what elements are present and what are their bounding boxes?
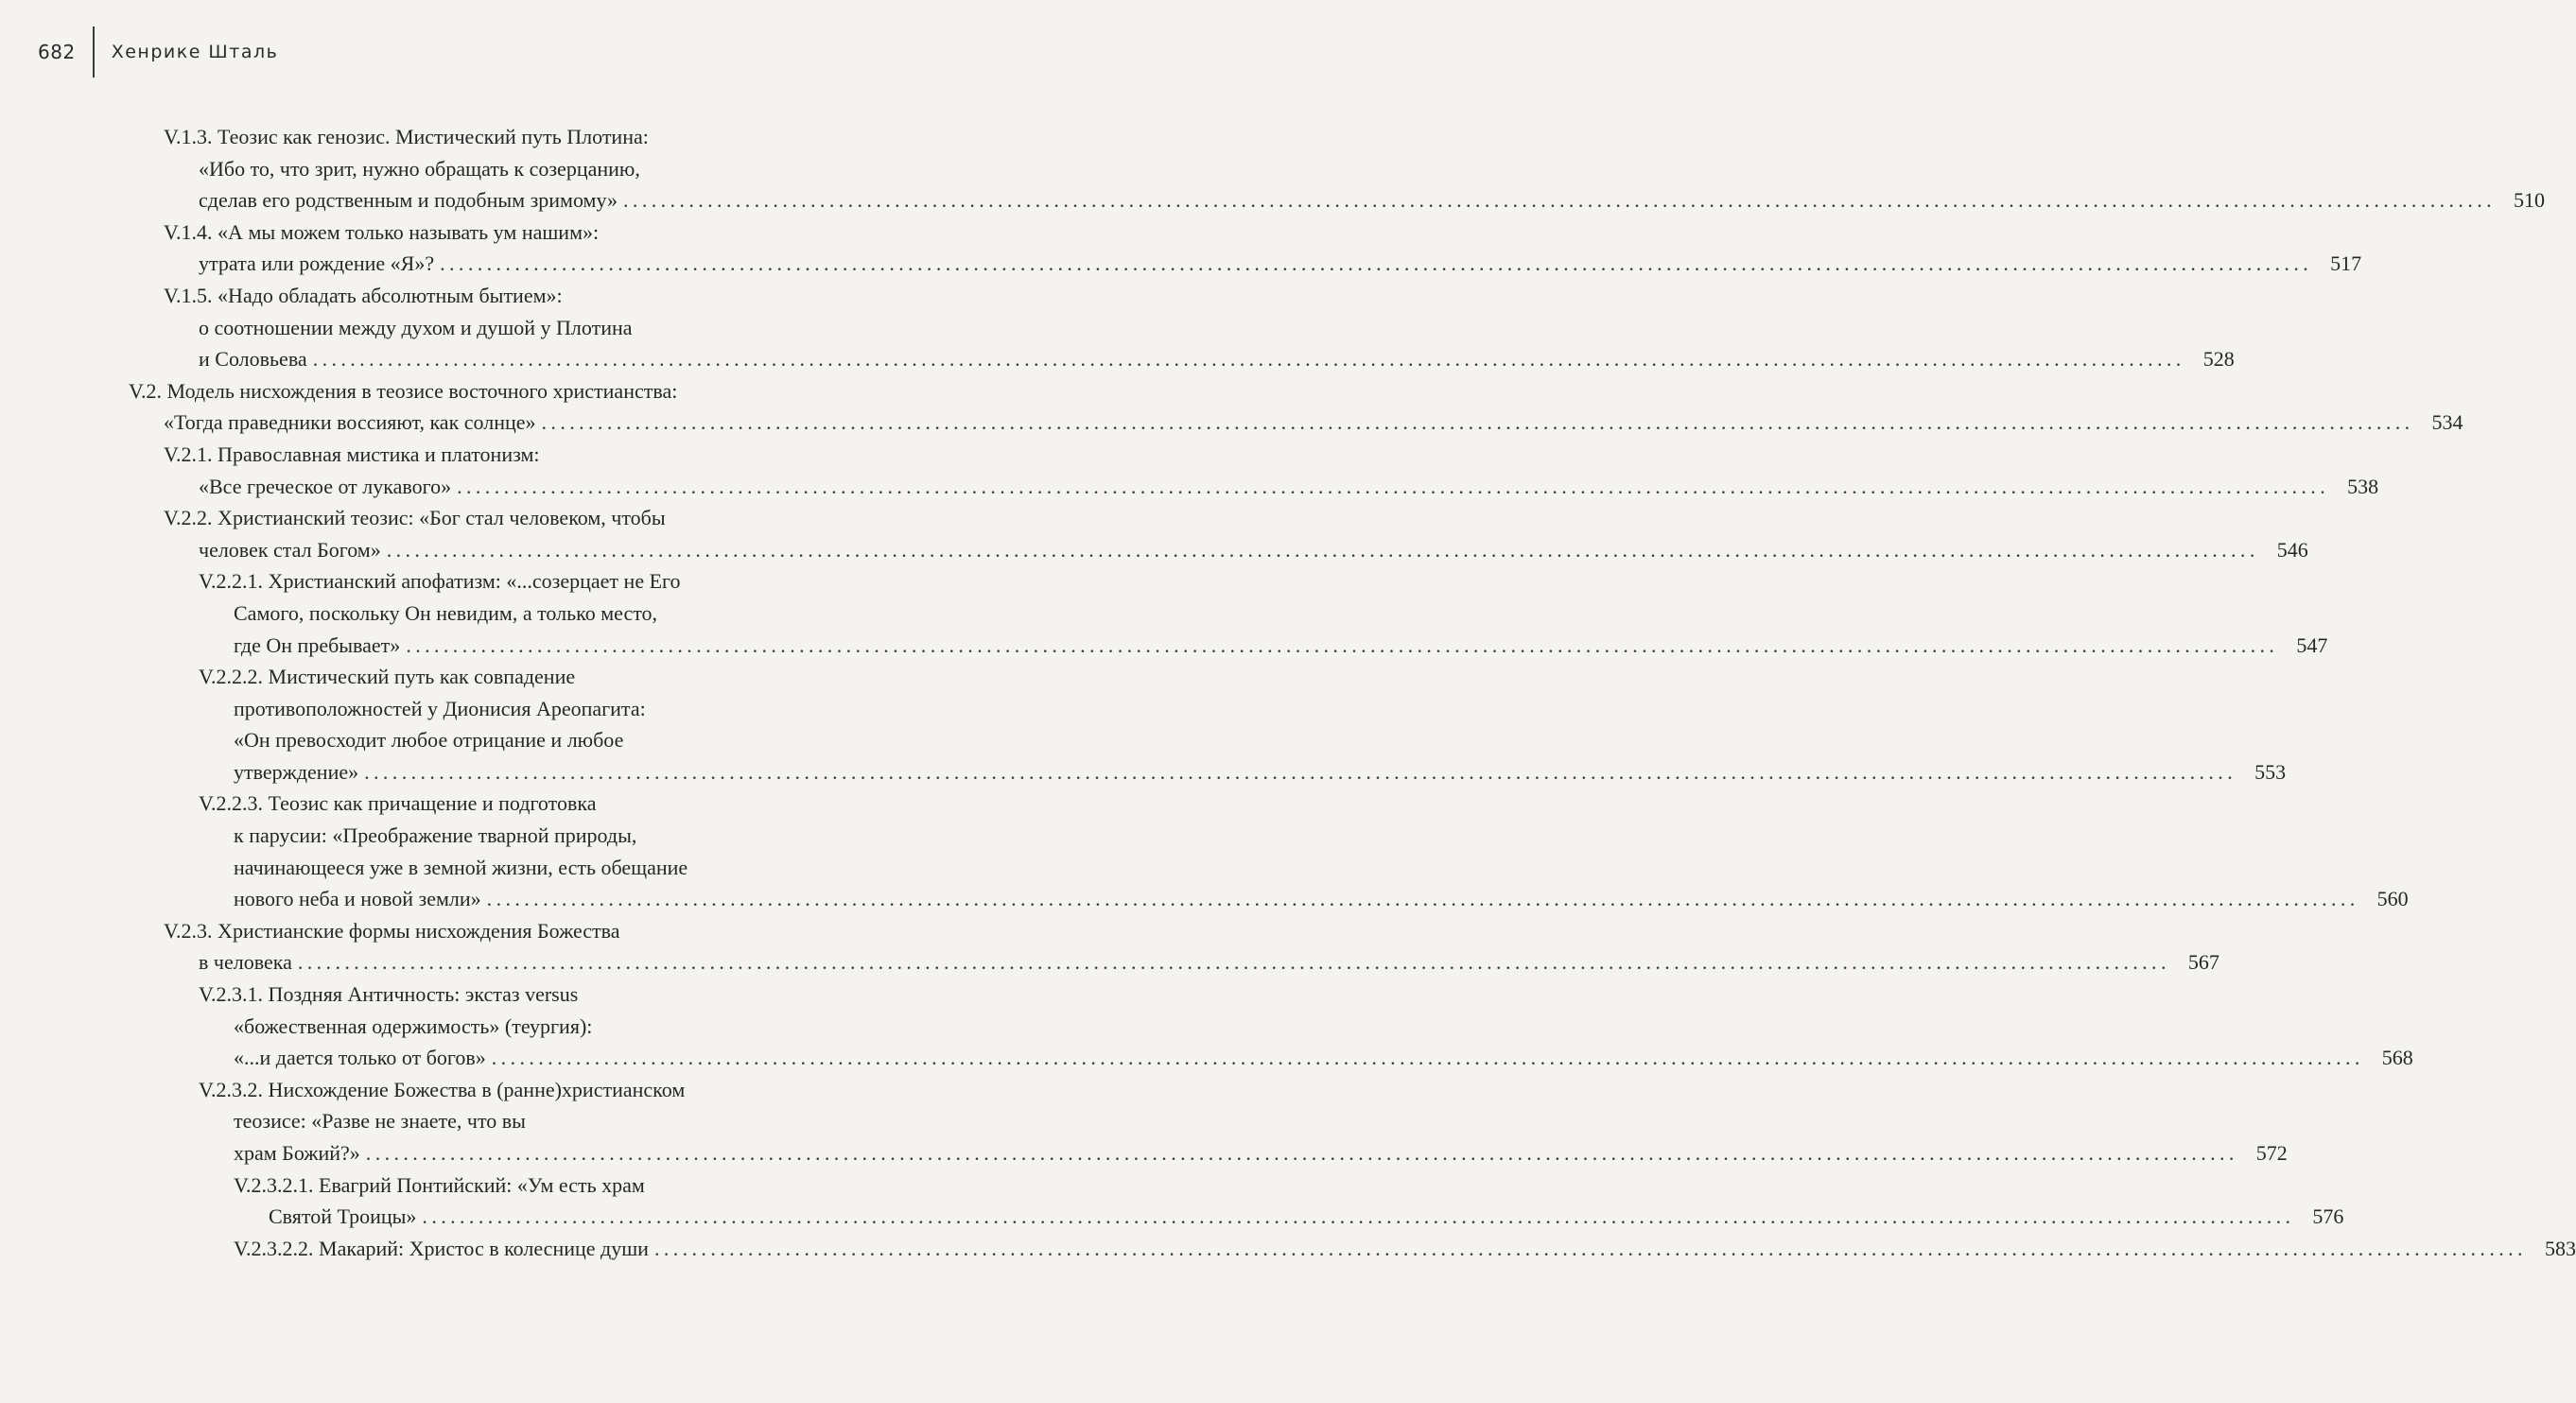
toc-entry-title-cont: утверждение» xyxy=(234,759,359,784)
toc-page-number: 534 xyxy=(2431,410,2463,435)
toc-line xyxy=(234,1233,2576,1265)
toc-entry-title: V.2.2. Христианский теозис: «Бог стал человеком, чтобы xyxy=(164,506,666,530)
toc-entry-title-cont: о соотношении между духом и душой у Плотина xyxy=(199,315,633,339)
toc-line xyxy=(199,661,815,693)
toc-entry-title: V.1.5. «Надо обладать абсолютным бытием»: xyxy=(164,283,563,307)
toc-entry-title-cont: «Он превосходит любое отрицание и любое xyxy=(234,728,624,753)
toc-line xyxy=(199,1042,2413,1074)
running-author: Хенрике Шталь xyxy=(111,42,279,62)
dot-leader: ........................................................................................................................................................................................................ xyxy=(440,251,2313,276)
toc-line xyxy=(199,820,815,852)
dot-leader: ........................................................................................................................................................................................................ xyxy=(491,1046,2364,1070)
dot-leader: ........................................................................................................................................................................................................ xyxy=(653,1236,2527,1260)
toc-line xyxy=(199,1105,815,1137)
toc-line xyxy=(199,979,815,1011)
toc-page-number: 517 xyxy=(2330,251,2362,276)
toc-page-number: 576 xyxy=(2312,1204,2344,1229)
toc-entry-title-cont: начинающееся уже в земной жизни, есть обещание xyxy=(234,855,688,879)
table-of-contents xyxy=(0,121,2576,1264)
toc-line xyxy=(164,471,2379,503)
toc-line xyxy=(199,1137,2288,1169)
toc-entry xyxy=(164,915,2219,979)
toc-entry-title-cont: «Все греческое от лукавого» xyxy=(199,474,452,498)
toc-entry-title: V.1.4. «А мы можем только называть ум нашим»: xyxy=(164,219,600,244)
toc-entry-title-cont: «Тогда праведники воссияют, как солнце» xyxy=(164,410,536,435)
toc-entry-title-cont: Святой Троицы» xyxy=(269,1204,417,1229)
page-number: 682 xyxy=(38,41,76,63)
toc-entry-title-cont: «божественная одержимость» (теургия): xyxy=(234,1013,593,1038)
toc-line xyxy=(199,852,815,884)
toc-entry-title-cont: человек стал Богом» xyxy=(199,537,381,562)
toc-entry xyxy=(234,1233,2576,1265)
toc-entry-title-cont: Самого, поскольку Он невидим, а только место, xyxy=(234,600,658,625)
toc-entry xyxy=(129,375,2463,439)
toc-entry xyxy=(199,565,2328,661)
toc-entry xyxy=(199,788,2409,914)
toc-line xyxy=(164,343,2235,375)
toc-line xyxy=(164,502,815,534)
toc-line xyxy=(164,217,815,249)
header-divider xyxy=(93,26,95,78)
toc-entry-title: V.2.1. Православная мистика и платонизм: xyxy=(164,442,540,466)
toc-page-number: 546 xyxy=(2276,537,2308,562)
toc-entry-title-cont: утрата или рождение «Я»? xyxy=(199,251,435,276)
toc-line xyxy=(164,534,2308,566)
toc-line xyxy=(164,946,2219,979)
toc-entry-title: V.2.3.1. Поздняя Античность: экстаз versus xyxy=(199,982,579,1007)
toc-page-number: 553 xyxy=(2254,759,2287,784)
toc-line xyxy=(199,724,815,756)
toc-entry-title: V.2.3.2.1. Евагрий Понтийский: «Ум есть храм xyxy=(234,1172,645,1197)
toc-line xyxy=(129,375,815,407)
toc-page-number: 560 xyxy=(2376,887,2409,911)
toc-line xyxy=(199,756,2287,788)
toc-line xyxy=(164,280,815,312)
toc-entry-title: V.2.2.3. Теозис как причащение и подготовка xyxy=(199,791,597,816)
toc-entry xyxy=(199,979,2413,1074)
toc-entry xyxy=(199,661,2287,788)
dot-leader: ........................................................................................................................................................................................................ xyxy=(386,537,2259,562)
toc-line xyxy=(199,788,815,820)
toc-line xyxy=(199,883,2409,915)
dot-leader: ........................................................................................................................................................................................................ xyxy=(541,410,2414,435)
toc-entry-title-cont: храм Божий?» xyxy=(234,1141,360,1165)
toc-page-number: 510 xyxy=(2514,188,2546,213)
dot-leader: ........................................................................................................................................................................................................ xyxy=(406,632,2279,657)
toc-page-number: 547 xyxy=(2296,632,2328,657)
toc-page-number: 583 xyxy=(2544,1236,2576,1260)
toc-entry xyxy=(164,502,2308,565)
toc-entry-title: V.2.3. Христианские формы нисхождения Божества xyxy=(164,918,620,943)
toc-entry-title: V.2.2.1. Христианский апофатизм: «...созерцает не Его xyxy=(199,569,681,594)
toc-entry xyxy=(199,1074,2288,1169)
toc-entry-title-cont: нового неба и новой земли» xyxy=(234,887,481,911)
dot-leader: ........................................................................................................................................................................................................ xyxy=(457,474,2330,498)
dot-leader: ........................................................................................................................................................................................................ xyxy=(364,759,2237,784)
toc-line xyxy=(129,407,2463,439)
toc-page-number: 568 xyxy=(2381,1046,2413,1070)
dot-leader: ........................................................................................................................................................................................................ xyxy=(365,1141,2238,1165)
toc-page-number: 567 xyxy=(2187,950,2219,975)
dot-leader: ........................................................................................................................................................................................................ xyxy=(297,950,2170,975)
toc-line xyxy=(199,1074,815,1106)
toc-entry-title: V.2.2.2. Мистический путь как совпадение xyxy=(199,665,576,689)
toc-line xyxy=(164,312,815,344)
toc-line xyxy=(164,439,815,471)
toc-line xyxy=(164,121,815,153)
toc-entry xyxy=(164,121,2546,217)
toc-line xyxy=(199,630,2328,662)
toc-entry xyxy=(234,1169,2344,1233)
toc-line xyxy=(199,598,815,630)
dot-leader: ........................................................................................................................................................................................................ xyxy=(486,887,2359,911)
toc-line xyxy=(164,184,2546,217)
dot-leader: ........................................................................................................................................................................................................ xyxy=(623,188,2497,213)
toc-entry-title: V.2.3.2. Нисхождение Божества в (ранне)христианском xyxy=(199,1077,686,1101)
toc-entry-title: V.2. Модель нисхождения в теозисе восточного христианства: xyxy=(129,378,678,403)
toc-entry-title: V.1.3. Теозис как генозис. Мистический путь Плотина: xyxy=(164,125,649,148)
toc-entry xyxy=(164,280,2235,375)
toc-line xyxy=(234,1201,2344,1233)
toc-entry-title-cont: в человека xyxy=(199,950,292,975)
toc-entry xyxy=(164,217,2362,280)
dot-leader: ........................................................................................................................................................................................................ xyxy=(422,1204,2295,1229)
toc-page-number: 572 xyxy=(2255,1141,2288,1165)
running-header xyxy=(38,26,278,78)
toc-entry-title-cont: теозисе: «Разве не знаете, что вы xyxy=(234,1109,526,1134)
toc-line xyxy=(199,1011,815,1043)
toc-entry xyxy=(164,439,2379,502)
toc-line xyxy=(199,565,815,598)
toc-page-number: 538 xyxy=(2347,474,2379,498)
toc-entry-title-cont: «Ибо то, что зрит, нужно обращать к созерцанию, xyxy=(199,156,640,181)
toc-entry-title: V.2.3.2.2. Макарий: Христос в колеснице души xyxy=(234,1236,649,1260)
toc-line xyxy=(234,1169,815,1202)
toc-line xyxy=(164,915,815,947)
toc-entry-title-cont: «...и дается только от богов» xyxy=(234,1046,486,1070)
toc-page-number: 528 xyxy=(2202,347,2235,372)
toc-line xyxy=(199,693,815,725)
toc-entry-title-cont: и Соловьева xyxy=(199,347,307,372)
dot-leader: ........................................................................................................................................................................................................ xyxy=(312,347,2185,372)
toc-entry-title-cont: где Он пребывает» xyxy=(234,632,401,657)
toc-entry-title-cont: сделав его родственным и подобным зримому» xyxy=(199,188,618,213)
toc-entry-title-cont: к парусии: «Преображение тварной природы, xyxy=(234,823,637,848)
toc-line xyxy=(164,248,2362,280)
toc-line xyxy=(164,153,815,185)
toc-entry-title-cont: противоположностей у Дионисия Ареопагита: xyxy=(234,696,646,720)
